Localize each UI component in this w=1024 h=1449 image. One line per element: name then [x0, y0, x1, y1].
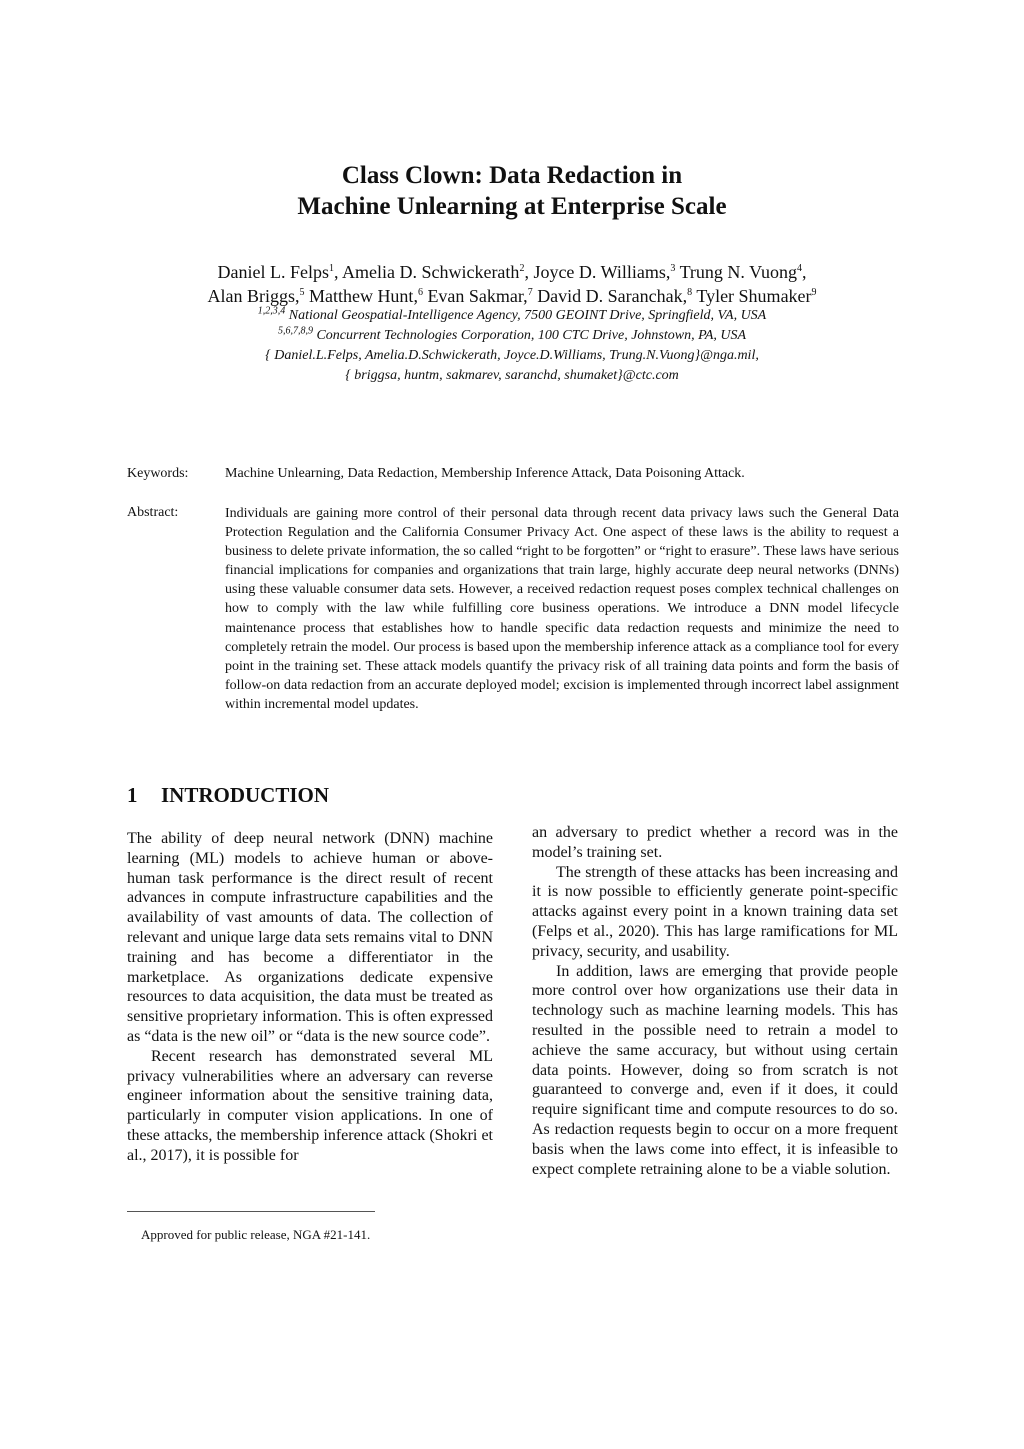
author-name: Alan Briggs, — [207, 286, 300, 306]
affiliation-sup: 1,2,3,4 — [257, 305, 286, 317]
author-name: Trung N. Vuong — [679, 262, 798, 282]
affiliation-ctc — [0, 326, 1024, 346]
title-line-1: Class Clown: Data Redaction in — [341, 162, 683, 189]
author-sep: , — [802, 262, 807, 282]
author-line-2 — [0, 284, 1024, 308]
author-sup: 4 — [797, 263, 803, 274]
author-name: Amelia D. Schwickerath — [341, 262, 520, 282]
abstract-label: Abstract: — [127, 505, 179, 520]
author-sup: 5 — [299, 287, 305, 298]
author-sup: 9 — [811, 287, 817, 298]
paper-title — [0, 160, 1024, 222]
author-line-1 — [0, 260, 1024, 284]
section-heading — [127, 783, 329, 808]
author-list — [0, 260, 1024, 308]
author-sep: , — [333, 262, 342, 282]
footnote: Approved for public release, NGA #21-141. — [141, 1227, 371, 1242]
section-number: 1 — [127, 783, 138, 807]
title-line-2: Machine Unlearning at Enterprise Scale — [297, 193, 727, 220]
author-sep: , — [524, 262, 534, 282]
affiliations — [0, 306, 1024, 386]
paragraph: The ability of deep neural network (DNN) machine learning (ML) models to achieve human or above-human task performance is the direct result of recent advances in compute infrastructure capabilities and the availability of vast amounts of data. The collection of relevant and unique large data sets remains vital to DNN training and has become a differentiator in the marketplace. As organizations dedicate expensive resources to data acquisition, the data must be treated as sensitive proprietary information. This is often expressed as “data is the new oil” or “data is the new source code”. — [127, 830, 493, 1045]
author-sup: 2 — [519, 263, 525, 274]
paragraph: In addition, laws are emerging that provide people more control over how organizations use their data in technology such as machine learning models. This has resulted in the possible need to retrain a model to achieve the same accuracy, but without using certain data points. However, doing so from scratch is not guaranteed to converge and, even if it does, it could require significant time and compute resources to do so. As redaction requests begin to occur on a more frequent basis when the laws come into effect, it is infeasible to expect complete retraining alone to be a viable solution. — [532, 962, 898, 1178]
author-sup: 8 — [687, 287, 693, 298]
author-sup: 6 — [417, 287, 423, 298]
author-sup: 7 — [527, 287, 533, 298]
keywords-text: Machine Unlearning, Data Redaction, Membership Inference Attack, Data Poisoning Attack. — [225, 466, 745, 481]
email-line-1: { Daniel.L.Felps, Amelia.D.Schwickerath, Joyce.D.Williams, Trung.N.Vuong}@nga.mil, — [265, 348, 759, 363]
author-name: David D. Saranchak, — [537, 286, 688, 306]
section-title: INTRODUCTION — [161, 783, 330, 807]
affiliation-text: National Geospatial-Intelligence Agency, 7500 GEOINT Drive, Springfield, VA, USA — [288, 308, 767, 323]
paragraph: The strength of these attacks has been increasing and it is now possible to efficiently generate point-specific attacks against every point in a known training data set (Felps et al., 2020). This has large ramifications for ML privacy, security, and usability. — [532, 863, 898, 960]
paragraph: Recent research has demonstrated several ML privacy vulnerabilities where an adversary can reverse engineer information about the sensitive training data, particularly in computer vision applications. In one of these attacks, the membership inference attack (Shokri et al., 2017), it is possible for — [127, 1047, 493, 1164]
author-sup: 1 — [328, 263, 334, 274]
affiliation-text: Concurrent Technologies Corporation, 100 CTC Drive, Johnstown, PA, USA — [316, 328, 747, 343]
author-name: Tyler Shumaker — [696, 286, 812, 306]
paragraph: an adversary to predict whether a record was in the model’s training set. — [532, 824, 898, 861]
author-name: Evan Sakmar, — [427, 286, 528, 306]
abstract-text: Individuals are gaining more control of their personal data through recent data privacy laws such the General Data Protection Regulation and the California Consumer Privacy Act. One aspect of these laws is the ability to request a business to delete private information, the so called “right to be forgotten” or “right to erasure”. These laws have serious financial implications for companies and organizations that train large, highly accurate deep neural networks (DNNs) using these valuable consumer data sets. However, a received redaction request poses complex technical challenges on how to comply with the law while fulfilling core business operations. We introduce a DNN model lifecycle maintenance process that establishes how to handle specific data redaction requests and minimize the need to completely retrain the model. Our process is based upon the membership inference attack as a compliance tool for every point in the training set. These attack models quantify the privacy risk of all training data points and form the basis of follow-on data redaction from an accurate deployed model; excision is implemented through incorrect label assignment within incremental model updates. — [225, 506, 899, 712]
affiliation-sup: 5,6,7,8,9 — [277, 325, 313, 337]
email-line-2: { briggsa, huntm, sakmarev, saranchd, shumaket}@ctc.com — [345, 368, 679, 383]
author-name: Joyce D. Williams, — [533, 262, 671, 282]
left-column — [127, 829, 493, 1166]
author-name: Daniel L. Felps — [217, 262, 329, 282]
right-column — [532, 823, 898, 1179]
footnote-divider — [127, 1211, 375, 1212]
author-name: Matthew Hunt, — [308, 286, 418, 306]
author-sup: 3 — [670, 263, 676, 274]
affiliation-nga — [0, 306, 1024, 326]
keywords-label: Keywords: — [127, 466, 189, 481]
